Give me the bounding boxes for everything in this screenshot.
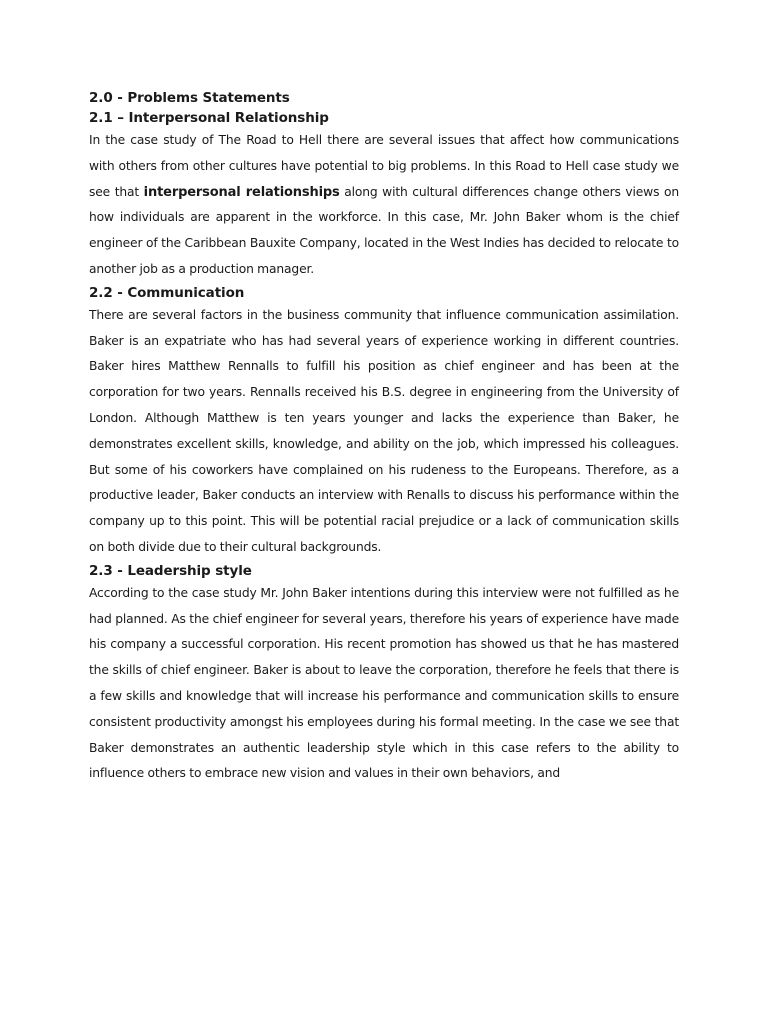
paragraph-interpersonal [89,128,679,283]
section-heading-leadership: 2.3 - Leadership style [89,562,252,579]
section-heading-interpersonal: 2.1 – Interpersonal Relationship [89,110,329,126]
paragraph-text: In the case study of The Road to Hell there are several issues that affect how communications with others from other cultures have potential to big problems. In this Road to Hell case study we see that [89,133,679,199]
paragraph-text: along with cultural differences change others views on how individuals are apparent in the workforce. In this case, Mr. John Baker whom is the chief engineer of the Caribbean Bauxite Company, located in the West Indies has decided to relocate to another job as a production manager. [89,184,679,276]
section-heading-communication: 2.2 - Communication [89,284,245,301]
paragraph-leadership: According to the case study Mr. John Baker intentions during this interview were not fulfilled as he had planned. As the chief engineer for several years, therefore his years of experience have made his company a successful corporation. His recent promotion has showed us that he has mastered the skills of chief engineer. Baker is about to leave the corporation, therefore he feels that there is a few skills and knowledge that will increase his performance and communication skills to ensure consistent productivity amongst his employees during his formal meeting. In the case we see that Baker demonstrates an authentic leadership style which in this case refers to the ability to influence others to embrace new vision and values in their own behaviors, and [89,585,679,781]
main-heading: 2.0 - Problems Statements [89,90,290,106]
paragraph-communication: There are several factors in the business community that influence communication assimilation. Baker is an expatriate who has had several years of experience working in different countries. Baker hires Matthew Rennalls to fulfill his position as chief engineer and has been at the corporation for two years. Rennalls received his B.S. degree in engineering from the University of London. Although Matthew is ten years younger and lacks the experience than Baker, he demonstrates excellent skills, knowledge, and ability on the job, which impressed his colleagues. But some of his coworkers have complained on his rudeness to the Europeans. Therefore, as a productive leader, Baker conducts an interview with Renalls to discuss his performance within the company up to this point. This will be potential racial prejudice or a lack of communication skills on both divide due to their cultural backgrounds. [89,307,679,554]
bold-phrase: interpersonal relationships [143,184,340,200]
document-page [89,88,679,787]
